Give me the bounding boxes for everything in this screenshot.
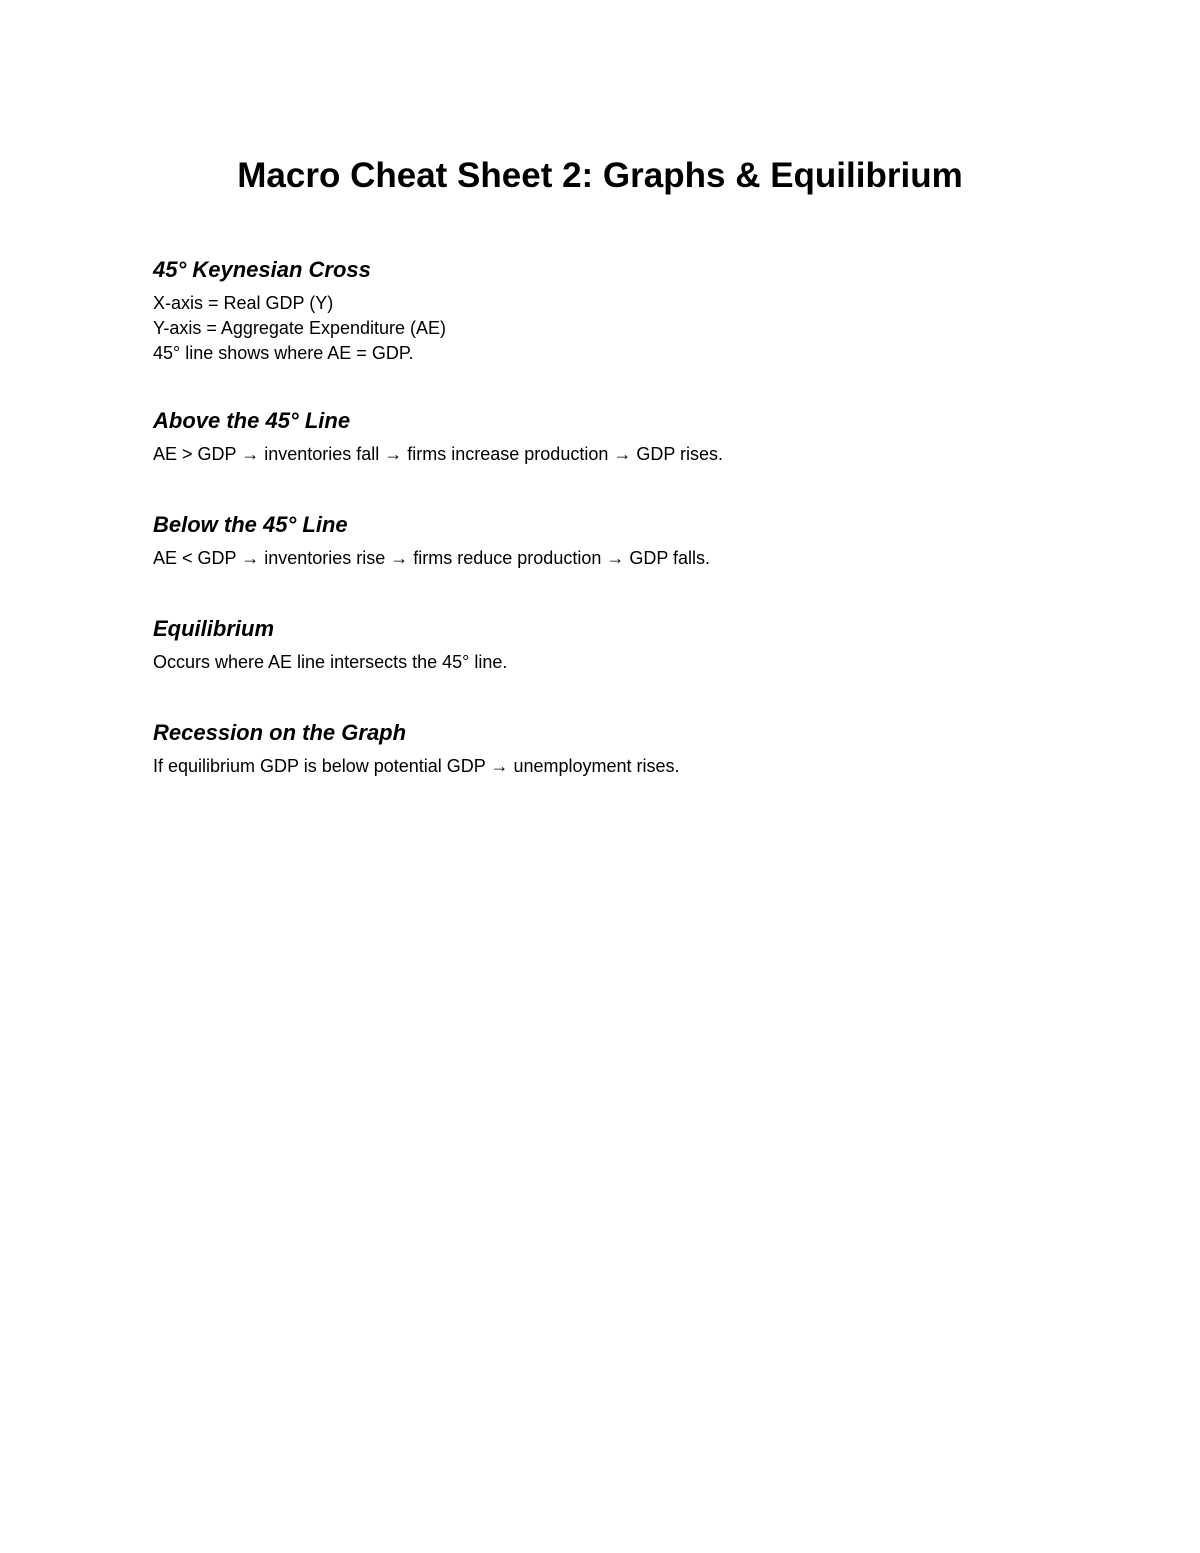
section-heading: Above the 45° Line	[153, 408, 351, 433]
section-heading: 45° Keynesian Cross	[153, 257, 371, 282]
section-recession-on-graph	[153, 719, 1053, 779]
document-body	[153, 256, 1053, 779]
section-text-line: Y-axis = Aggregate Expenditure (AE)	[153, 318, 447, 338]
section-heading: Recession on the Graph	[153, 720, 407, 745]
section-text-line: Occurs where AE line intersects the 45° line.	[153, 652, 508, 672]
section-text-line: 45° line shows where AE = GDP.	[153, 343, 414, 363]
section-heading: Below the 45° Line	[153, 512, 348, 537]
section-equilibrium	[153, 615, 1053, 675]
page-title: Macro Cheat Sheet 2: Graphs & Equilibrium	[237, 156, 963, 195]
section-text-line: AE > GDP → inventories fall → firms increase production → GDP rises.	[153, 444, 724, 464]
section-heading: Equilibrium	[153, 616, 274, 641]
section-below-45-line	[153, 511, 1053, 571]
section-text-line: If equilibrium GDP is below potential GDP → unemployment rises.	[153, 756, 680, 776]
section-text-line: AE < GDP → inventories rise → firms reduce production → GDP falls.	[153, 548, 711, 568]
section-keynesian-cross	[153, 256, 1053, 366]
section-above-45-line	[153, 407, 1053, 467]
section-text-line: X-axis = Real GDP (Y)	[153, 293, 334, 313]
